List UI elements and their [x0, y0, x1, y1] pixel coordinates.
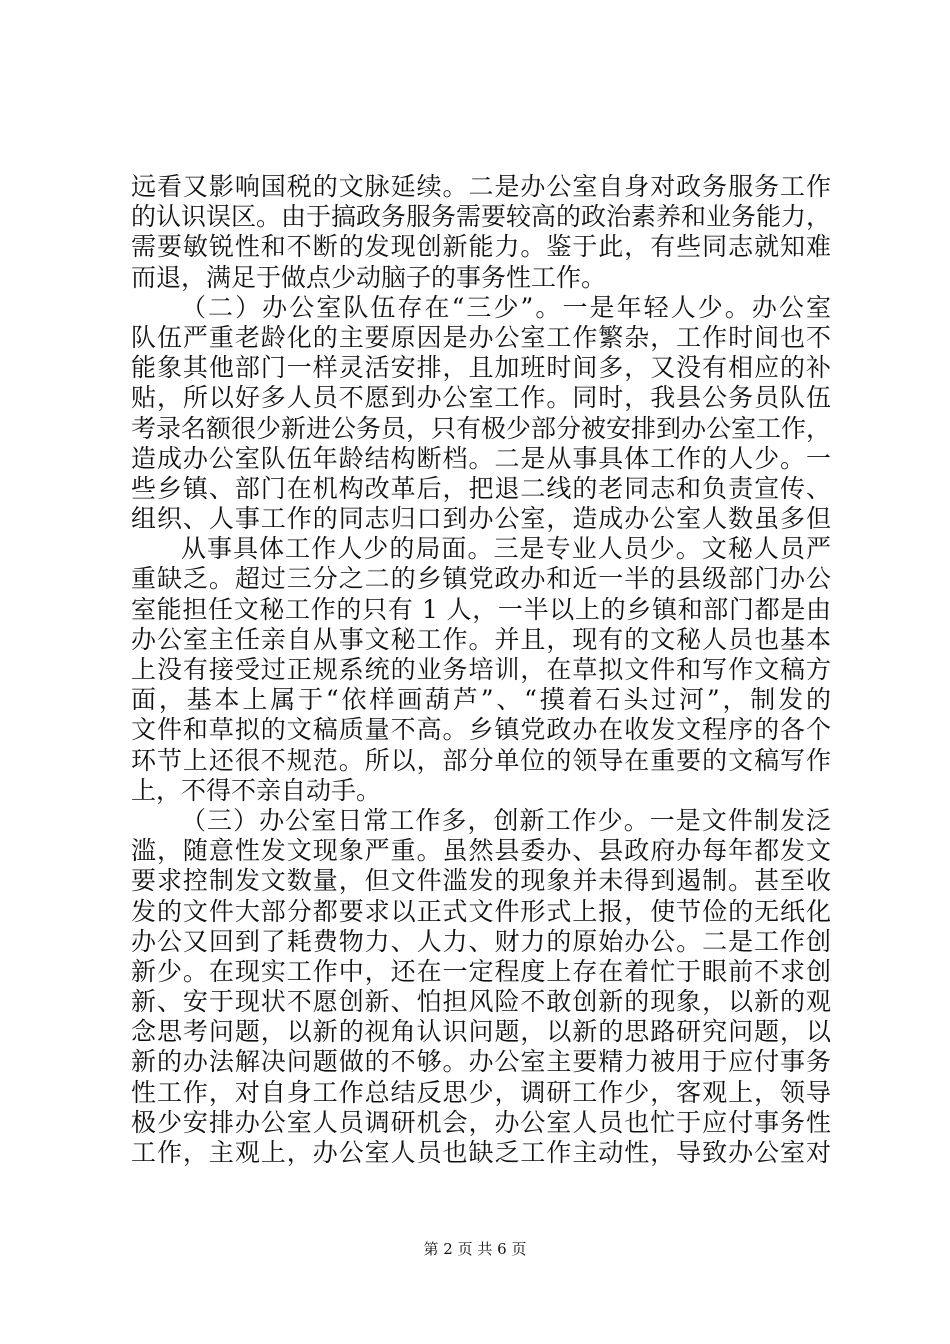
text-line: 远看又影响国税的文脉延续。二是办公室自身对政务服务工作 — [131, 172, 831, 201]
text-line: 性工作，对自身工作总结反思少，调研工作少，客观上，领导 — [131, 1077, 831, 1107]
text-line: 文件和草拟的文稿质量不高。乡镇党政办在收发文程序的各个 — [131, 715, 831, 745]
text-line: 新、安于现状不愿创新、怕担风险不敢创新的现象，以新的观 — [131, 987, 831, 1017]
text-line: 从事具体工作人少的局面。三是专业人员少。文秘人员严 — [181, 534, 831, 564]
text-line: 发的文件大部分都要求以正式文件形式上报，使节俭的无纸化 — [131, 896, 831, 926]
text-line: 能象其他部门一样灵活安排，且加班时间多，又没有相应的补 — [131, 353, 831, 383]
text-line: 组织、人事工作的同志归口到办公室，造成办公室人数虽多但 — [131, 504, 831, 534]
text-line: 要求控制发文数量，但文件滥发的现象并未得到遏制。甚至收 — [131, 866, 831, 896]
text-line: 面，基本上属于“依样画葫芦”、“摸着石头过河”，制发的 — [131, 685, 831, 715]
text-line: 办公又回到了耗费物力、人力、财力的原始办公。二是工作创 — [131, 926, 831, 956]
text-line: 而退，满足于做点少动脑子的事务性工作。 — [131, 262, 607, 292]
text-line: 的认识误区。由于搞政务服务需要较高的政治素养和业务能力， — [131, 202, 832, 232]
text-line: 新少。在现实工作中，还在一定程度上存在着忙于眼前不求创 — [131, 956, 831, 986]
text-line: 室能担任文秘工作的只有 1 人，一半以上的乡镇和部门都是由 — [131, 594, 831, 624]
text-line: 需要敏锐性和不断的发现创新能力。鉴于此，有些同志就知难 — [131, 232, 831, 262]
text-line: （三）办公室日常工作多，创新工作少。一是文件制发泛 — [181, 805, 831, 835]
page-footer: 第 2 页 共 6 页 — [423, 1240, 527, 1258]
document-body — [131, 172, 831, 1168]
text-line: 工作，主观上，办公室人员也缺乏工作主动性，导致办公室对 — [131, 1138, 831, 1167]
text-line: 极少安排办公室人员调研机会，办公室人员也忙于应付事务性 — [131, 1107, 831, 1137]
text-line: 考录名额很少新进公务员，只有极少部分被安排到办公室工作， — [131, 413, 832, 443]
text-line: 念思考问题，以新的视角认识问题，以新的思路研究问题，以 — [131, 1017, 831, 1047]
text-line: 些乡镇、部门在机构改革后，把退二线的老同志和负责宣传、 — [131, 473, 831, 503]
text-line: 造成办公室队伍年龄结构断档。二是从事具体工作的人少。一 — [131, 443, 831, 473]
text-line: 新的办法解决问题做的不够。办公室主要精力被用于应付事务 — [131, 1047, 831, 1077]
text-line: 上没有接受过正规系统的业务培训，在草拟文件和写作文稿方 — [131, 655, 831, 684]
text-line: （二）办公室队伍存在“三少”。一是年轻人少。办公室 — [181, 292, 831, 322]
text-line: 环节上还很不规范。所以，部分单位的领导在重要的文稿写作 — [131, 745, 831, 775]
text-line: 重缺乏。超过三分之二的乡镇党政办和近一半的县级部门办公 — [131, 564, 831, 594]
text-line: 队伍严重老龄化的主要原因是办公室工作繁杂，工作时间也不 — [131, 322, 831, 352]
text-line: 上，不得不亲自动手。 — [131, 775, 382, 805]
text-line: 办公室主任亲自从事文秘工作。并且，现有的文秘人员也基本 — [131, 624, 831, 654]
text-line: 贴，所以好多人员不愿到办公室工作。同时，我县公务员队伍 — [131, 383, 831, 413]
text-line: 滥，随意性发文现象严重。虽然县委办、县政府办每年都发文 — [131, 836, 831, 866]
